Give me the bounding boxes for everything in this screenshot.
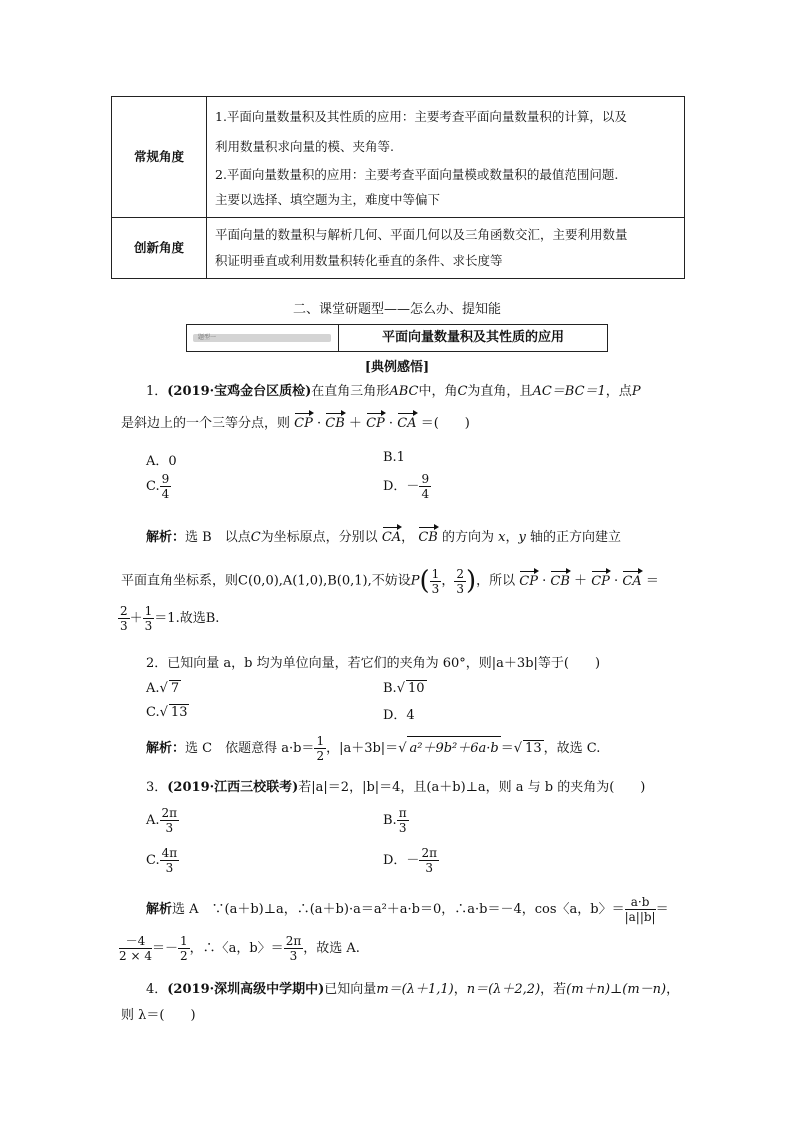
q3-option-b: B. $\frac{\pi}{3}$: [383, 806, 407, 835]
q2-solution: 解析：选 C 依题意得 a·b＝ $\frac{1}{2}$ ，|a＋3b|＝√ a²＋9b²＋6a·b ＝√ 13 ，故选 C.: [146, 734, 601, 763]
row-header: 常规角度: [112, 97, 207, 218]
q1-option-d: D．－ $\frac{9}{4}$: [383, 472, 430, 501]
q2-option-c: C.√ 13: [146, 705, 188, 720]
q3-option-a: A. $\frac{2\pi}{3}$: [146, 806, 178, 835]
table-row: [112, 97, 685, 218]
q3-stem: 3．(2019·江西三校联考)若|a|＝2，|b|＝4，且(a＋b)⊥a，则 a 与 b 的夹角为( ): [146, 780, 646, 795]
angle-table: [111, 96, 685, 279]
q4-stem: 4．(2019·深圳高级中学期中)已知向量m＝(λ＋1,1)，n＝(λ＋2,2)，若(m＋n)⊥(m－n)，: [146, 982, 680, 997]
topic-badge: 题型一: [193, 334, 331, 342]
topic-title: 平面向量数量积及其性质的应用: [381, 330, 564, 345]
q3-solution-line2: $\frac{-4}{2 \times 4}$ ＝－ $\frac{1}{2}$ ，∴〈a，b〉＝ $\frac{2\pi}{3}$ ，故选 A.: [119, 934, 360, 963]
section-title: 二、课堂研题型——怎么办、提知能: [292, 302, 501, 317]
q2-option-b: B.√ 10: [383, 681, 425, 696]
table-row: [112, 218, 685, 279]
q2-stem: 2．已知向量 a，b 均为单位向量，若它们的夹角为 60°，则|a＋3b|等于( ): [146, 656, 601, 671]
row-content: 平面向量的数量积与解析几何、平面几何以及三角函数交汇，主要利用数量 积证明垂直或利用数量积转化垂直的条件、求长度等: [207, 218, 685, 279]
q3-option-d: D．－ $\frac{2\pi}{3}$: [383, 846, 437, 875]
q1-solution-line1: 解析：选 B 以点C为坐标原点，分别以 CA， CB 的方向为 x，y 轴的正方向建立: [146, 526, 621, 545]
q1-solution-line2: 平面直角坐标系，则C(0,0),A(1,0),B(0,1),不妨设P( $\frac{1}{3}$ ， $\frac{2}{3}$ )，所以 CP · CB ＋ CP · CA ＝: [121, 566, 659, 596]
q1-line1: 1．(2019·宝鸡金台区质检)在直角三角形ABC中，角C为直角，且AC＝BC＝1，点P: [146, 384, 641, 399]
q1-option-c: C. $\frac{9}{4}$: [146, 472, 170, 501]
topic-band: [186, 324, 608, 352]
q2-option-a: A.√ 7: [146, 681, 180, 696]
q2-option-d: D．4: [383, 708, 415, 723]
example-tag: [典例感悟]: [364, 360, 430, 375]
q3-option-c: C. $\frac{4\pi}{3}$: [146, 846, 178, 875]
q4-line2: 则 λ＝( ): [121, 1008, 196, 1023]
row-content: 1.平面向量数量积及其性质的应用：主要考查平面向量数量积的计算，以及 利用数量积求向量的模、夹角等. 2.平面向量数量积的应用：主要考查平面向量模或数量积的最值范围问题. 主要以选择、填空题为主，难度中等偏下: [207, 97, 685, 218]
row-header: 创新角度: [112, 218, 207, 279]
q1-option-b: B.1: [383, 450, 405, 465]
q1-solution-line3: $\frac{2}{3}$ ＋ $\frac{1}{3}$ ＝1.故选B.: [120, 604, 220, 633]
q1-option-a: A．0: [146, 454, 177, 469]
q1-line2: 是斜边上的一个三等分点，则 CP · CB ＋ CP · CA ＝( ): [121, 412, 470, 431]
q3-solution-line1: 解析选 A ∵(a＋b)⊥a，∴(a＋b)·a＝a²＋a·b＝0，∴a·b＝－4，cos〈a，b〉＝ $\frac{a\cdot b}{|a||b|}$ ＝: [146, 895, 669, 924]
